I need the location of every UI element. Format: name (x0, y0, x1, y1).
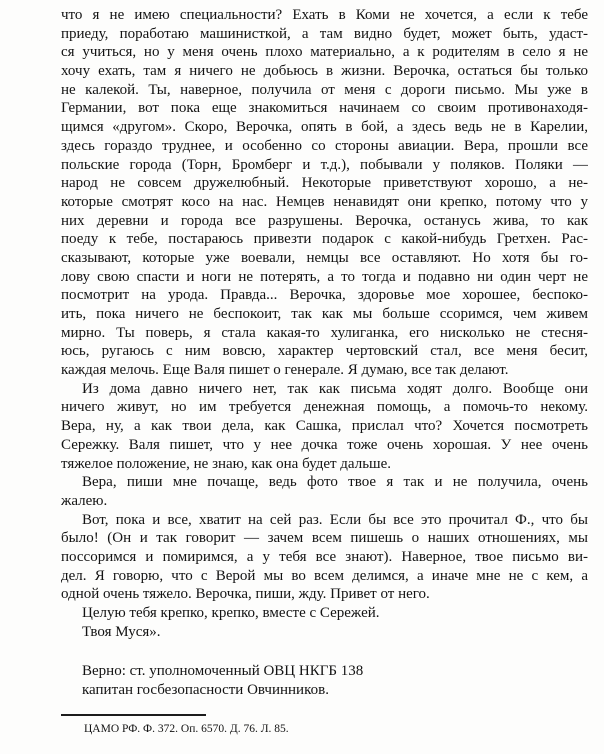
attestation-line: Верно: ст. уполномоченный ОВЦ НКГБ 138 (82, 663, 364, 680)
letter-line: которые смотрят косо на нас. Немцев ненавидят они крепко, потому что у (61, 193, 588, 210)
letter-line: жалею. (61, 492, 108, 509)
letter-line: ся учиться, но у меня очень плохо материально, а к родителям в село я не (61, 44, 588, 61)
letter-line: тяжелое положение, не знаю, как она будет дальше. (61, 455, 391, 472)
letter-line: одной очень тяжело. Верочка, пиши, жду. Привет от него. (61, 586, 430, 603)
letter-line: Вера, пиши мне почаще, ведь фото твое я так и не получила, очень (82, 474, 588, 491)
letter-line: поссоримся и помиримся, а у тебя все знают). Наверное, твое письмо ви- (61, 548, 588, 565)
letter-line: что я не имею специальности? Ехать в Коми не хочется, а если к тебе (61, 7, 588, 23)
letter-line: лову свою спасти и ноги не потерять, а то тогда и подавно ни один черт не (61, 268, 588, 285)
letter-line: мирно. Ты поверь, я стала какая-то хулиганка, его нисколько не стесня- (61, 324, 588, 341)
letter-body (61, 6, 588, 641)
letter-line: щимся «другом». Скоро, Верочка, опять в бой, а здесь ведь не в Карелии, (61, 119, 588, 136)
letter-line: Сережку. Валя пишет, что у нее дочка тоже очень хорошая. У нее очень (61, 436, 588, 453)
letter-line: посмотрит на урода. Правда... Верочка, здоровье мое хорошее, беспоко- (61, 287, 588, 304)
footnote-divider (61, 714, 206, 716)
letter-line: них деревни и города все разрушены. Верочка, останусь жива, то как (61, 212, 588, 229)
letter-line: поеду к тебе, постараюсь привезти подарок с какой-нибудь Гретхен. Рас- (61, 231, 588, 248)
letter-line: Вот, пока и все, хватит на сей раз. Если бы все это прочитал Ф., что бы (82, 511, 588, 528)
letter-line: Из дома давно ничего нет, так как письма ходят долго. Вообще они (82, 380, 588, 397)
letter-line: не калекой. Ты, наверное, получила от меня с дороги письмо. Мы уже в (61, 81, 588, 98)
footnote-citation: ЦАМО РФ. Ф. 372. Оп. 6570. Д. 76. Л. 85. (84, 722, 289, 735)
letter-line: польские города (Торн, Бромберг и т.д.), побывали у поляков. Поляки — (61, 156, 588, 173)
letter-line: народ не совсем дружелюбный. Некоторые приветствуют хорошо, а не- (61, 175, 588, 192)
letter-line: юсь, ругаюсь с ним вовсю, характер чертовский стал, все меня бесит, (61, 343, 588, 360)
letter-line: было! (Он и так говорит — зачем всем пишешь о наших отношениях, мы (61, 530, 588, 547)
letter-line: здесь гораздо труднее, и особенно со стороны авиации. Вера, прошли все (61, 137, 588, 154)
letter-line: сказывают, которые уже воевали, немцы все оставляют. Но хотя бы го- (61, 249, 588, 266)
letter-line: Твоя Муся». (82, 623, 161, 640)
attestation-block (61, 662, 588, 699)
letter-line: ить, пока ничего не беспокоит, так как мы больше ссоримся, чем живем (61, 306, 588, 322)
letter-text-block (61, 6, 588, 736)
letter-line: Целую тебя крепко, крепко, вместе с Сережей. (82, 605, 380, 621)
letter-line: ничего живут, но им требуется денежная помощь, а помочь-то некому. (61, 399, 588, 416)
letter-line: каждая мелочь. Еще Валя пишет о генерале. Я думаю, все так делают. (61, 362, 509, 379)
letter-line: Вера, ну, а как твои дела, как Сашка, прислал что? Хочется посмотреть (61, 418, 588, 435)
letter-line: дел. Я говорю, что с Верой мы во всем делимся, а иначе мне не с кем, а (61, 567, 588, 584)
letter-line: Германии, вот пока еще знакомиться начинаем со своим противонаходя- (61, 100, 588, 117)
letter-line: приеду, поработаю машинисткой, а там видно будет, может быть, удаст- (61, 25, 588, 42)
letter-line: хочу ехать, там я ничего не добьюсь в жизни. Верочка, остаться бы только (61, 63, 588, 80)
attestation-line: капитан госбезопасности Овчинников. (82, 682, 329, 699)
